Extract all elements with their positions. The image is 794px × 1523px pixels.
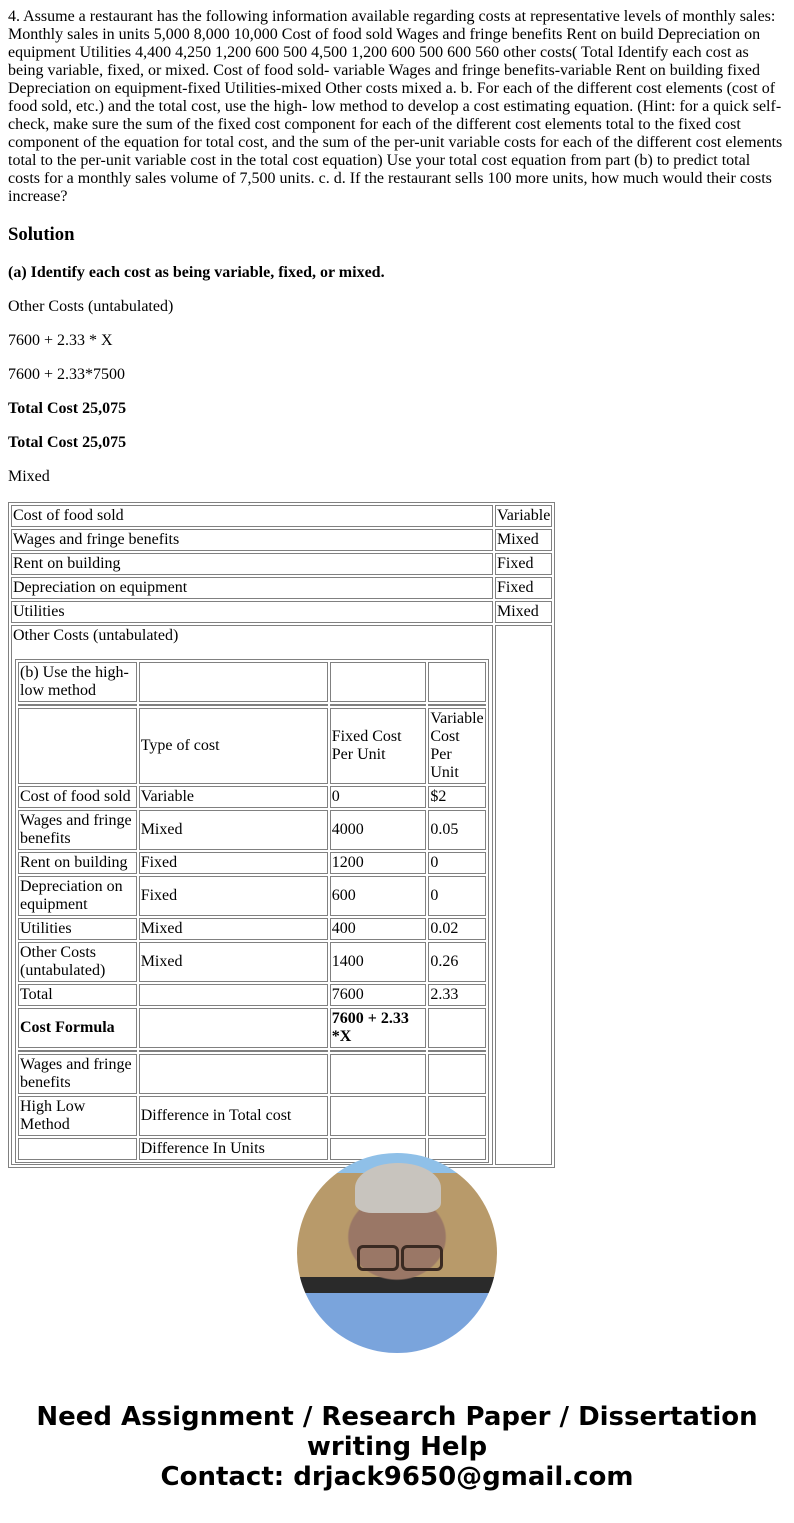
separator-cell (139, 704, 328, 706)
table-row (18, 984, 486, 1006)
separator-cell (18, 1050, 137, 1052)
high-low-table (15, 659, 489, 1163)
empty-cell (495, 625, 552, 1165)
photo-hair (355, 1163, 441, 1213)
table-cell: 600 (330, 876, 427, 916)
table-cell (330, 1008, 427, 1048)
table-cell (330, 1054, 427, 1094)
table-cell: (b) Use the high-low method (18, 662, 137, 702)
cost-name-cell: Utilities (11, 601, 493, 623)
cost-name-cell: Wages and fringe benefits (11, 529, 493, 551)
separator-row (18, 1050, 486, 1052)
cost-name-cell: Rent on building (11, 553, 493, 575)
cost-type-cell: Fixed (495, 577, 552, 599)
table-cell (428, 662, 486, 702)
table-row (18, 918, 486, 940)
table-cell: Variable (139, 786, 328, 808)
solution-heading: Solution (8, 224, 75, 245)
text-line: 7600 + 2.33*7500 (8, 366, 126, 383)
table-cell: 400 (330, 918, 427, 940)
table-cell (428, 1096, 486, 1136)
glasses-right (401, 1245, 443, 1271)
footer-contact-email[interactable]: Contact: drjack9650@gmail.com (160, 1462, 634, 1492)
part-a-heading: (a) Identify each cost as being variable, fixed, or mixed. (8, 264, 385, 281)
other-costs-cell (11, 625, 493, 1165)
table-cell: Difference In Units (139, 1138, 328, 1160)
table-row (18, 662, 486, 702)
cost-type-cell: Fixed (495, 553, 552, 575)
separator-cell (428, 1050, 486, 1052)
separator-cell (18, 704, 137, 706)
table-row (18, 876, 486, 916)
table-cell (139, 1008, 328, 1048)
table-cell (428, 1138, 486, 1160)
cost-type-cell: Variable (495, 505, 552, 527)
table-row (18, 786, 486, 808)
table-cell: Depreciation on equipment (18, 876, 137, 916)
cost-classification-table (8, 502, 555, 1168)
table-cell: Total (18, 984, 137, 1006)
cost-type-cell: Mixed (495, 529, 552, 551)
table-row (18, 1008, 486, 1048)
table-cell: Fixed (139, 876, 328, 916)
table-cell: Variable Cost Per Unit (428, 708, 486, 784)
table-cell: 1400 (330, 942, 427, 982)
table-cell: High Low Method (18, 1096, 137, 1136)
total-cost-line: Total Cost 25,075 (8, 400, 127, 417)
table-cell: 0 (330, 786, 427, 808)
table-cell (139, 984, 328, 1006)
table-cell: Fixed Cost Per Unit (330, 708, 427, 784)
table-row (18, 852, 486, 874)
table-row (18, 708, 486, 784)
other-costs-label: Other Costs (untabulated) (13, 627, 179, 644)
table-cell: 4000 (330, 810, 427, 850)
cell-text: 7600 + 2.33 *X (331, 1010, 409, 1045)
separator-cell (139, 1050, 328, 1052)
separator-cell (330, 704, 427, 706)
table-row (11, 553, 552, 575)
table-cell: Utilities (18, 918, 137, 940)
table-cell: 1200 (330, 852, 427, 874)
table-cell (18, 708, 137, 784)
table-cell: 0.26 (428, 942, 486, 982)
table-cell: Mixed (139, 918, 328, 940)
table-cell: Type of cost (139, 708, 328, 784)
table-cell: Wages and fringe benefits (18, 810, 137, 850)
text-line: 7600 + 2.33 * X (8, 332, 113, 349)
author-photo (297, 1153, 497, 1353)
table-row (11, 505, 552, 527)
table-cell: 2.33 (428, 984, 486, 1006)
table-cell (330, 662, 427, 702)
footer-help-text: Need Assignment / Research Paper / Dissertation writing Help (36, 1402, 758, 1462)
table-cell (139, 662, 328, 702)
table-cell: 0.05 (428, 810, 486, 850)
table-cell: 0 (428, 876, 486, 916)
cost-name-cell: Cost of food sold (11, 505, 493, 527)
table-cell: Mixed (139, 942, 328, 982)
table-cell (18, 1138, 137, 1160)
question-text: 4. Assume a restaurant has the following information available regarding costs at representative levels of monthly sales: Monthly sales in units 5,000 8,000 10,000 Cost of food sold Wages and fringe benefits Rent on build Depreciation on equipment Utilities 4,400 4,250 1,200 600 500 4,500 1,200 600 500 600 560 other costs( Total Identify each cost as being variable, fixed, or mixed. Cost of food sold- variable Wages and fringe benefits-variable Rent on building fixed Depreciation on equipment-fixed Utilities-mixed Other costs mixed a. b. For each of the different cost elements (cost of food sold, etc.) and the total cost, use the high- low method to develop a cost estimating equation. (Hint: for a quick self-check, make sure the sum of the fixed cost component for each of the different cost elements total to the fixed cost component of the equation for total cost, and the sum of the per-unit variable costs for each of the different cost elements total to the per-unit variable cost in the total cost equation) Use your total cost equation from part (b) to predict total costs for a monthly sales volume of 7,500 units. c. d. If the restaurant sells 100 more units, how much would their costs increase? (8, 8, 783, 205)
table-row (11, 577, 552, 599)
table-cell: Cost of food sold (18, 786, 137, 808)
table-cell: 0 (428, 852, 486, 874)
table-cell (428, 1008, 486, 1048)
table-cell (330, 1096, 427, 1136)
table-row (18, 810, 486, 850)
document-content (0, 8, 794, 1168)
table-cell: Mixed (139, 810, 328, 850)
mixed-line: Mixed (8, 468, 50, 485)
table-cell: Difference in Total cost (139, 1096, 328, 1136)
table-cell: $2 (428, 786, 486, 808)
separator-cell (428, 704, 486, 706)
table-cell: 0.02 (428, 918, 486, 940)
table-cell: 7600 (330, 984, 427, 1006)
table-row (18, 1096, 486, 1136)
cost-type-cell: Mixed (495, 601, 552, 623)
glasses-left (357, 1245, 399, 1271)
table-cell: Fixed (139, 852, 328, 874)
table-cell: Rent on building (18, 852, 137, 874)
table-row (11, 529, 552, 551)
table-cell (428, 1054, 486, 1094)
separator-cell (330, 1050, 427, 1052)
table-row (11, 625, 552, 1165)
table-row (18, 942, 486, 982)
separator-row (18, 704, 486, 706)
cell-text: Cost Formula (20, 1019, 115, 1036)
cost-name-cell: Depreciation on equipment (11, 577, 493, 599)
table-row (18, 1054, 486, 1094)
total-cost-line: Total Cost 25,075 (8, 434, 127, 451)
table-cell: Wages and fringe benefits (18, 1054, 137, 1094)
table-cell (18, 1008, 137, 1048)
contact-footer (0, 1402, 794, 1492)
table-cell (139, 1054, 328, 1094)
text-line: Other Costs (untabulated) (8, 298, 174, 315)
table-row (11, 601, 552, 623)
table-cell: Other Costs (untabulated) (18, 942, 137, 982)
